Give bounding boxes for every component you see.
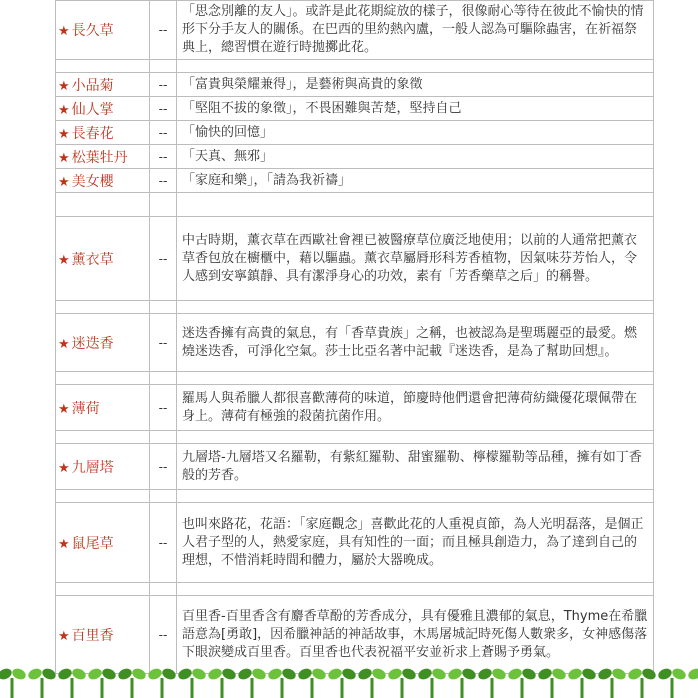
flower-name: 美女櫻 xyxy=(71,173,114,190)
sprout-icon xyxy=(537,667,568,698)
flower-name-cell xyxy=(56,314,150,372)
flower-name-cell xyxy=(56,444,150,490)
separator-cell: -- xyxy=(150,217,177,301)
star-icon: ★ xyxy=(58,628,70,644)
flower-name-cell xyxy=(56,73,150,97)
flower-meaning: 「富貴與榮耀兼得」，是藝術與高貴的象徵 xyxy=(177,73,654,97)
sprout-icon xyxy=(507,667,538,698)
sprout-icon xyxy=(597,667,628,698)
spacer-row xyxy=(56,301,654,314)
table-row xyxy=(56,145,654,169)
star-icon: ★ xyxy=(58,24,70,39)
flower-name-cell xyxy=(56,97,150,121)
separator-cell: -- xyxy=(150,1,177,60)
sprout-icon xyxy=(57,667,88,698)
spacer-row xyxy=(56,60,654,73)
flower-name: 鼠尾草 xyxy=(71,535,114,552)
table-row xyxy=(56,97,654,121)
sprout-icon xyxy=(267,667,298,698)
sprout-icon xyxy=(117,667,148,698)
sprout-icon xyxy=(177,667,208,698)
flower-name: 松葉牡丹 xyxy=(71,149,128,166)
star-icon: ★ xyxy=(58,78,70,94)
table-row xyxy=(56,169,654,193)
sprout-border-decoration xyxy=(0,658,698,698)
flower-meaning: 「家庭和樂」，「請為我祈禱」 xyxy=(177,169,654,193)
spacer-row xyxy=(56,583,654,596)
separator-cell: -- xyxy=(150,444,177,490)
star-icon: ★ xyxy=(58,252,70,268)
flower-name: 迷迭香 xyxy=(71,335,114,352)
flower-meaning: 羅馬人與希臘人都很喜歡薄荷的味道，節慶時他們還會把薄荷紡織優花環佩帶在身上。薄荷有極強的殺菌抗菌作用。 xyxy=(177,385,654,431)
flower-name-cell xyxy=(56,385,150,431)
sprout-icon xyxy=(357,667,388,698)
star-icon: ★ xyxy=(58,460,70,476)
flower-name-cell xyxy=(56,169,150,193)
flower-meaning: 「愉快的回憶」 xyxy=(177,121,654,145)
sprout-icon xyxy=(417,667,448,698)
flower-meaning: 「堅阻不拔的象徵」，不畏困難與苦楚，堅持自己 xyxy=(177,97,654,121)
spacer-row xyxy=(56,193,654,217)
flower-name: 長久草 xyxy=(71,23,114,39)
flower-name-cell xyxy=(56,121,150,145)
separator-cell: -- xyxy=(150,145,177,169)
star-icon: ★ xyxy=(58,102,70,118)
spacer-row xyxy=(56,490,654,503)
sprout-icon xyxy=(207,667,238,698)
sprout-icon xyxy=(447,667,478,698)
sprout-icon xyxy=(477,667,508,698)
flower-name: 九層塔 xyxy=(71,459,114,476)
flower-meaning: 迷迭香擁有高貴的氣息，有「香草貴族」之稱，也被認為是聖瑪麗亞的最愛。燃燒迷迭香，可淨化空氣。莎士比亞名著中記載『迷迭香，是為了幫助回想』。 xyxy=(177,314,654,372)
flower-meaning: 也叫來路花，花語：「家庭觀念」喜歡此花的人重視貞節，為人光明磊落，是個正人君子型的人，熱愛家庭，具有知性的一面；而且極具創造力，為了達到自己的理想，不惜消耗時間和體力，屬於大器晚成。 xyxy=(177,503,654,583)
sprout-icon xyxy=(87,667,118,698)
sprout-icon xyxy=(297,667,328,698)
flower-name-cell xyxy=(56,217,150,301)
table-row xyxy=(56,1,654,60)
flower-meaning: 中古時期，薰衣草在西歐社會裡已被醫療草位廣泛地使用；以前的人通常把薰衣草香包放在櫥櫃中，藉以驅蟲。薰衣草屬脣形科芳香植物，因氣味芬芳怡人，令人感到安寧鎮靜、具有潔淨身心的功效，素有「芳香藥草之后」的稱譽。 xyxy=(177,217,654,301)
sprout-icon xyxy=(567,667,598,698)
flower-name: 百里香 xyxy=(71,627,114,644)
star-icon: ★ xyxy=(58,336,70,352)
flower-name-cell xyxy=(56,145,150,169)
sprout-icon xyxy=(147,667,178,698)
separator-cell: -- xyxy=(150,503,177,583)
flower-name-cell xyxy=(56,1,150,60)
table-row xyxy=(56,121,654,145)
separator-cell: -- xyxy=(150,97,177,121)
star-icon: ★ xyxy=(58,536,70,552)
flower-name: 仙人掌 xyxy=(71,101,114,118)
separator-cell: -- xyxy=(150,596,177,674)
table-row xyxy=(56,314,654,372)
table-row xyxy=(56,444,654,490)
sprout-icon xyxy=(327,667,358,698)
sprout-icon xyxy=(657,667,688,698)
spacer-row xyxy=(56,431,654,444)
separator-cell: -- xyxy=(150,73,177,97)
table-row xyxy=(56,217,654,301)
flower-meaning: 九層塔-九層塔又名羅勒，有紫紅羅勒、甜蜜羅勒、檸檬羅勒等品種，擁有如丁香般的芳香。 xyxy=(177,444,654,490)
flower-name: 小品菊 xyxy=(71,77,114,94)
sprout-icon xyxy=(627,667,658,698)
flower-name: 薄荷 xyxy=(71,400,100,417)
flower-meaning: 「天真、無邪」 xyxy=(177,145,654,169)
star-icon: ★ xyxy=(58,174,70,190)
sprout-icon xyxy=(687,667,698,698)
table-row xyxy=(56,385,654,431)
flower-meaning: 「思念別離的友人」。或許是此花期綻放的樣子，很像耐心等待在彼此不愉快的情形下分手友人的關係。在巴西的里約熱內盧，一般人認為可驅除蟲害，在祈福祭典上，總習慣在遊行時拋擲此花。 xyxy=(177,1,654,60)
star-icon: ★ xyxy=(58,401,70,417)
sprout-icon xyxy=(237,667,268,698)
star-icon: ★ xyxy=(58,150,70,166)
flower-name-cell xyxy=(56,503,150,583)
separator-cell: -- xyxy=(150,385,177,431)
flower-name: 長春花 xyxy=(71,125,114,142)
spacer-row xyxy=(56,372,654,385)
sprout-icon xyxy=(27,667,58,698)
table-row xyxy=(56,73,654,97)
star-icon: ★ xyxy=(58,126,70,142)
flower-meaning-table xyxy=(55,0,654,674)
flower-meaning-table-frame xyxy=(55,0,653,658)
sprout-icon xyxy=(387,667,418,698)
flower-name: 薰衣草 xyxy=(71,251,114,268)
separator-cell: -- xyxy=(150,314,177,372)
table-row xyxy=(56,503,654,583)
flower-meaning: 百里香-百里香含有麝香草酚的芳香成分，具有優雅且濃郁的氣息，Thyme在希臘語意為[勇敢]，因希臘神話的神話故事，木馬屠城記時死傷人數衆多，女神感傷落下眼淚變成百里香。百里香也代表祝福平安並祈求上蒼賜予勇氣。 xyxy=(177,596,654,674)
separator-cell: -- xyxy=(150,169,177,193)
sprout-icon xyxy=(0,667,27,698)
separator-cell: -- xyxy=(150,121,177,145)
